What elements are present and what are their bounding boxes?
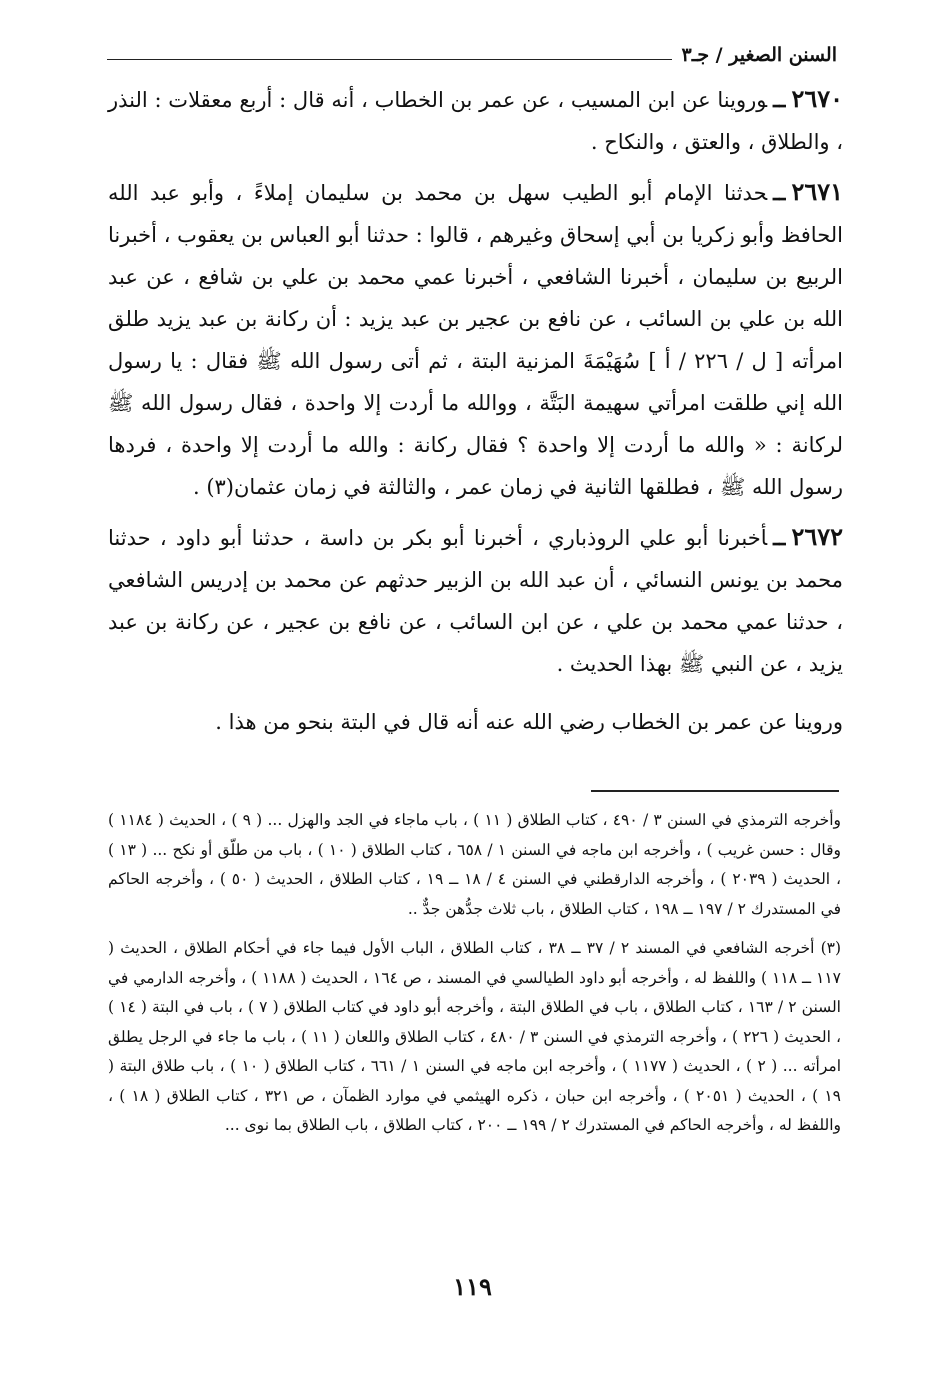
hadith-dash: ــ [773,180,786,205]
hadith-dash: ــ [773,87,786,112]
running-header [107,42,837,76]
hadith-number: ٢٦٧٢ [791,522,843,551]
hadith-number: ٢٦٧١ [791,177,843,206]
footnote-rule [591,790,839,792]
closing-paragraph: وروينا عن عمر بن الخطاب رضي الله عنه أنه قال في البتة بنحو من هذا . [215,710,843,734]
footnote-continued: وأخرجه الترمذي في السنن ٣ / ٤٩٠ ، كتاب الطلاق ( ١١ ) ، باب ماجاء في الجد والهزل ... ( ٩ ) ، الحديث ( ١١٨٤ ) وقال : حسن غريب ) ، وأخرجه ابن ماجه في السنن ١ / ٦٥٨ ، كتاب الطلاق ( ١٠ ) ، باب من طلّق أو نكح ... ( ١٣ ) ، الحديث ( ٢٠٣٩ ) ، وأخرجه الدارقطني في السنن ٤ / ١٨ ــ ١٩ ، كتاب الطلاق ، الحديث ( ٥٠ ) ، وأخرجه الحاكم في المستدرك ٢ / ١٩٧ ــ ١٩٨ ، كتاب الطلاق ، باب ثلاث جدُّهن جدٌّ .. [108,811,842,918]
running-title: السنن الصغير / جـ٣ [672,44,837,66]
hadith-text: أخبرنا أبو علي الروذباري ، أخبرنا أبو بكر بن داسة ، حدثنا أبو داود ، حدثنا محمد بن يونس النسائي ، أن عبد الله بن الزبير حدثهم عن محمد بن إدريس الشافعي ، حدثنا عمي محمد بن علي ، عن ابن السائب ، عن نافع بن عجير ، عن ركانة بن عبد يزيد ، عن النبي ﷺ بهذا الحديث . [108,526,843,676]
hadith-dash: ــ [773,525,786,550]
hadith-2672 [108,516,843,685]
main-text [108,78,843,751]
hadith-text: حدثنا الإمام أبو الطيب سهل بن محمد بن سليمان إملاءً ، وأبو عبد الله الحافظ وأبو زكريا بن أبي إسحاق وغيرهم ، قالوا : حدثنا أبو العباس بن يعقوب ، أخبرنا الربيع بن سليمان ، أخبرنا الشافعي ، أخبرنا عمي محمد بن علي بن شافع ، عن عبد الله بن علي بن السائب ، عن نافع بن عجير بن عبد يزيد : أن ركانة بن عبد يزيد طلق امرأته [ ل / ٢٢٦ / أ ] سُهَيْمَةَ المزنية البتة ، ثم أتى رسول الله ﷺ فقال : يا رسول الله إني طلقت امرأتي سهيمة البَتَّة ، ووالله ما أردت إلا واحدة ، فقال رسول الله ﷺ لركانة : « والله ما أردت إلا واحدة ؟ فقال ركانة : والله ما أردت إلا واحدة ، فردها رسول الله ﷺ ، فطلقها الثانية في زمان عمر ، والثالثة في زمان عثمان(٣) . [108,181,844,499]
hadith-number: ٢٦٧٠ [791,84,843,113]
hadith-2670 [108,78,843,163]
footnote-3: (٣) أخرجه الشافعي في المسند ٢ / ٣٧ ــ ٣٨ ، كتاب الطلاق ، الباب الأول فيما جاء في أحكام الطلاق ، الحديث ( ١١٧ ــ ١١٨ ) واللفظ له ، وأخرجه أبو داود الطيالسي في المسند ، ص ١٦٤ ، الحديث ( ١١٨٨ ) ، وأخرجه الدارمي في السنن ٢ / ١٦٣ ، كتاب الطلاق ، باب في الطلاق البتة ، وأخرجه أبو داود في كتاب الطلاق ( ٧ ) ، باب في البتة ( ١٤ ) ، الحديث ( ٢٢٦ ) ، وأخرجه الترمذي في السنن ٣ / ٤٨٠ ، كتاب الطلاق واللعان ( ١١ ) ، باب ما جاء في الرجل يطلق امرأته ... ( ٢ ) ، الحديث ( ١١٧٧ ) ، وأخرجه ابن ماجه في السنن ١ / ٦٦١ ، كتاب الطلاق ( ١٠ ) ، باب طلاق البتة ( ١٩ ) ، الحديث ( ٢٠٥١ ) ، وأخرجه ابن حبان ، ذكره الهيثمي في موارد الظمآن ، ص ٣٢١ ، كتاب الطلاق ( ١٨ ) ، واللفظ له ، وأخرجه الحاكم في المستدرك ٢ / ١٩٩ ــ ٢٠٠ ، كتاب الطلاق ، باب الطلاق بما نوى ... [108,939,842,1134]
page-number: ١١٩ [453,1272,492,1301]
hadith-2671 [108,171,843,508]
footnotes [108,806,841,1151]
hadith-text: وروينا عن ابن المسيب ، عن عمر بن الخطاب ، أنه قال : أربع معقلات : النذر ، والطلاق ، والعتق ، والنكاح . [108,88,843,154]
